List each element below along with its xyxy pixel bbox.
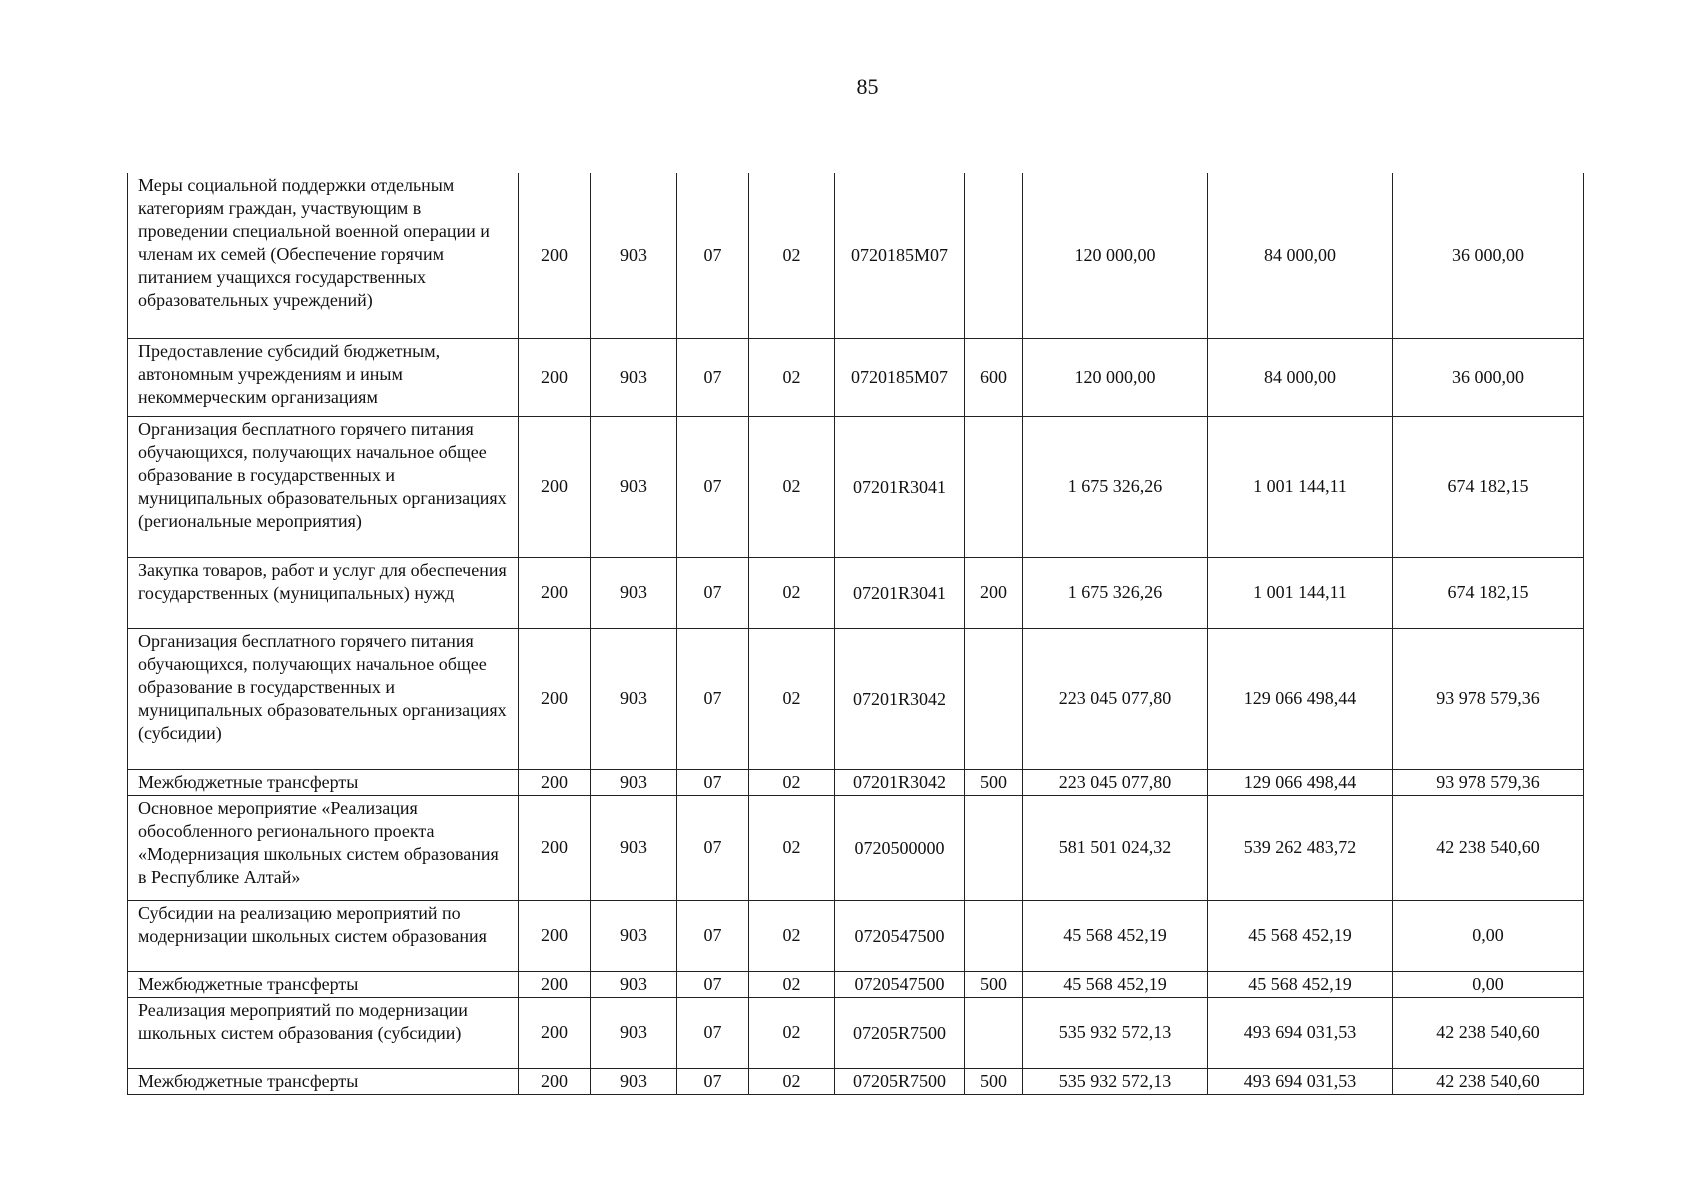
cell-amount-total: 120 000,00 [1023, 173, 1208, 338]
cell-amount-part-2: 674 182,15 [1393, 416, 1584, 557]
table-row [128, 416, 1584, 557]
cell-podrazdel: 02 [749, 628, 835, 769]
cell-target-article: 07201R3041 [835, 557, 965, 628]
cell-grbs: 200 [519, 900, 591, 971]
cell-target-article: 07201R3042 [835, 628, 965, 769]
cell-grbs: 200 [519, 338, 591, 416]
cell-expense-type [965, 173, 1023, 338]
cell-grbs: 200 [519, 769, 591, 795]
cell-name: Закупка товаров, работ и услуг для обеспечения государственных (муниципальных) нужд [128, 557, 519, 628]
cell-name: Организация бесплатного горячего питания обучающихся, получающих начальное общее образование в государственных и муниципальных образовательных организациях (региональные мероприятия) [128, 416, 519, 557]
cell-name: Меры социальной поддержки отдельным категориям граждан, участвующим в проведении специальной военной операции и членам их семей (Обеспечение горячим питанием учащихся государственных образовательных учреждений) [128, 173, 519, 338]
cell-target-article: 0720185М07 [835, 338, 965, 416]
cell-podrazdel: 02 [749, 795, 835, 900]
cell-expense-type [965, 628, 1023, 769]
cell-podrazdel: 02 [749, 900, 835, 971]
cell-amount-part-2: 0,00 [1393, 900, 1584, 971]
cell-amount-part-2: 42 238 540,60 [1393, 997, 1584, 1068]
cell-amount-part-2: 0,00 [1393, 971, 1584, 997]
cell-name: Предоставление субсидий бюджетным, автономным учреждениям и иным некоммерческим организациям [128, 338, 519, 416]
cell-grbs: 200 [519, 1068, 591, 1094]
table-row [128, 338, 1584, 416]
cell-target-article: 07201R3042 [835, 769, 965, 795]
cell-expense-type [965, 416, 1023, 557]
cell-grbs: 200 [519, 416, 591, 557]
table-body [128, 173, 1584, 1094]
cell-grbs: 200 [519, 557, 591, 628]
table-row [128, 795, 1584, 900]
cell-expense-type: 600 [965, 338, 1023, 416]
cell-expense-type: 200 [965, 557, 1023, 628]
cell-amount-part-1: 129 066 498,44 [1208, 628, 1393, 769]
cell-razdel: 07 [677, 900, 749, 971]
cell-name: Основное мероприятие «Реализация обособленного регионального проекта «Модернизация школьных систем образования в Республике Алтай» [128, 795, 519, 900]
cell-amount-part-1: 129 066 498,44 [1208, 769, 1393, 795]
table-row [128, 557, 1584, 628]
cell-vedomstvo: 903 [591, 1068, 677, 1094]
cell-name: Организация бесплатного горячего питания обучающихся, получающих начальное общее образование в государственных и муниципальных образовательных организациях (субсидии) [128, 628, 519, 769]
budget-table [127, 173, 1584, 1095]
cell-razdel: 07 [677, 628, 749, 769]
cell-amount-part-2: 93 978 579,36 [1393, 628, 1584, 769]
cell-amount-total: 223 045 077,80 [1023, 628, 1208, 769]
cell-expense-type: 500 [965, 1068, 1023, 1094]
cell-grbs: 200 [519, 997, 591, 1068]
cell-amount-part-1: 1 001 144,11 [1208, 416, 1393, 557]
cell-razdel: 07 [677, 769, 749, 795]
cell-amount-part-1: 1 001 144,11 [1208, 557, 1393, 628]
cell-expense-type [965, 795, 1023, 900]
cell-amount-total: 535 932 572,13 [1023, 1068, 1208, 1094]
cell-target-article: 0720547500 [835, 971, 965, 997]
cell-vedomstvo: 903 [591, 173, 677, 338]
cell-razdel: 07 [677, 795, 749, 900]
cell-target-article: 07201R3041 [835, 416, 965, 557]
cell-amount-total: 223 045 077,80 [1023, 769, 1208, 795]
cell-amount-total: 120 000,00 [1023, 338, 1208, 416]
table-row [128, 173, 1584, 338]
cell-vedomstvo: 903 [591, 997, 677, 1068]
cell-target-article: 07205R7500 [835, 1068, 965, 1094]
table-row [128, 1068, 1584, 1094]
cell-amount-total: 45 568 452,19 [1023, 971, 1208, 997]
cell-amount-part-1: 84 000,00 [1208, 173, 1393, 338]
cell-podrazdel: 02 [749, 557, 835, 628]
cell-vedomstvo: 903 [591, 971, 677, 997]
cell-amount-total: 1 675 326,26 [1023, 557, 1208, 628]
cell-grbs: 200 [519, 628, 591, 769]
cell-amount-part-2: 93 978 579,36 [1393, 769, 1584, 795]
table-row [128, 900, 1584, 971]
cell-vedomstvo: 903 [591, 900, 677, 971]
cell-expense-type [965, 900, 1023, 971]
cell-amount-part-2: 36 000,00 [1393, 173, 1584, 338]
cell-expense-type [965, 997, 1023, 1068]
cell-amount-total: 581 501 024,32 [1023, 795, 1208, 900]
cell-target-article: 0720185М07 [835, 173, 965, 338]
cell-podrazdel: 02 [749, 971, 835, 997]
cell-amount-part-1: 45 568 452,19 [1208, 971, 1393, 997]
cell-razdel: 07 [677, 338, 749, 416]
cell-podrazdel: 02 [749, 1068, 835, 1094]
cell-grbs: 200 [519, 971, 591, 997]
cell-podrazdel: 02 [749, 173, 835, 338]
cell-amount-part-1: 84 000,00 [1208, 338, 1393, 416]
cell-amount-part-1: 493 694 031,53 [1208, 997, 1393, 1068]
cell-vedomstvo: 903 [591, 338, 677, 416]
cell-razdel: 07 [677, 971, 749, 997]
cell-amount-part-2: 42 238 540,60 [1393, 1068, 1584, 1094]
cell-amount-total: 1 675 326,26 [1023, 416, 1208, 557]
cell-grbs: 200 [519, 795, 591, 900]
cell-amount-total: 45 568 452,19 [1023, 900, 1208, 971]
cell-amount-part-1: 539 262 483,72 [1208, 795, 1393, 900]
cell-razdel: 07 [677, 416, 749, 557]
cell-vedomstvo: 903 [591, 769, 677, 795]
cell-podrazdel: 02 [749, 997, 835, 1068]
cell-grbs: 200 [519, 173, 591, 338]
cell-amount-part-2: 36 000,00 [1393, 338, 1584, 416]
cell-name: Межбюджетные трансферты [128, 971, 519, 997]
table-row [128, 769, 1584, 795]
table-row [128, 997, 1584, 1068]
table-row [128, 971, 1584, 997]
page-number: 85 [856, 74, 879, 99]
cell-name: Субсидии на реализацию мероприятий по модернизации школьных систем образования [128, 900, 519, 971]
cell-amount-part-2: 42 238 540,60 [1393, 795, 1584, 900]
cell-vedomstvo: 903 [591, 416, 677, 557]
cell-razdel: 07 [677, 173, 749, 338]
cell-razdel: 07 [677, 557, 749, 628]
cell-vedomstvo: 903 [591, 628, 677, 769]
cell-name: Межбюджетные трансферты [128, 769, 519, 795]
cell-amount-part-1: 45 568 452,19 [1208, 900, 1393, 971]
cell-razdel: 07 [677, 997, 749, 1068]
cell-vedomstvo: 903 [591, 795, 677, 900]
cell-expense-type: 500 [965, 769, 1023, 795]
cell-target-article: 0720500000 [835, 795, 965, 900]
cell-name: Межбюджетные трансферты [128, 1068, 519, 1094]
cell-expense-type: 500 [965, 971, 1023, 997]
cell-amount-total: 535 932 572,13 [1023, 997, 1208, 1068]
cell-amount-part-2: 674 182,15 [1393, 557, 1584, 628]
cell-target-article: 0720547500 [835, 900, 965, 971]
table-row [128, 628, 1584, 769]
cell-amount-part-1: 493 694 031,53 [1208, 1068, 1393, 1094]
cell-vedomstvo: 903 [591, 557, 677, 628]
cell-podrazdel: 02 [749, 338, 835, 416]
cell-target-article: 07205R7500 [835, 997, 965, 1068]
cell-podrazdel: 02 [749, 416, 835, 557]
cell-name: Реализация мероприятий по модернизации школьных систем образования (субсидии) [128, 997, 519, 1068]
cell-podrazdel: 02 [749, 769, 835, 795]
cell-razdel: 07 [677, 1068, 749, 1094]
